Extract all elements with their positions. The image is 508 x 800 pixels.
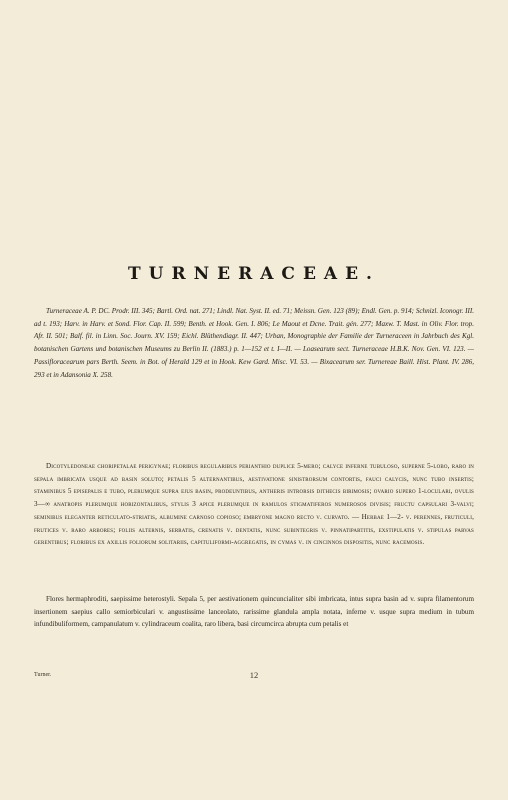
page-number: 12	[249, 670, 259, 680]
synonymy-paragraph	[34, 305, 474, 381]
diagnosis-paragraph	[34, 460, 474, 549]
description-paragraph	[34, 593, 474, 631]
description-text: Flores hermaphroditi, saepissime heterostyli. Sepala 5, per aestivationem quincuncialiter sibi imbricata, intus supra basin ad v. supra filamentorum insertionem saepius callo semiorbiculari v. angustissime lanceolato, rarissime glandula ampla notata, inferne v. usque supra medium in tubum infundibuliformem, campanulatum v. cylindraceum coalita, raro libera, basi circumcirca abrupta cum petalis et	[34, 595, 474, 629]
signature-mark: Turner.	[34, 672, 52, 678]
synonymy-text: Turneraceae A. P. DC. Prodr. III. 345; Bartl. Ord. nat. 271; Lindl. Nat. Syst. II. ed. 71; Meissn. Gen. 123 (89); Endl. Gen. p. 914; Schnizl. Iconogr. III. ad t. 193; Harv. in Harv. et Sond. Flor. Cap. II. 599; Benth. et Hook. Gen. I. 806; Le Maout et Dcne. Trait. gén. 277; Maxw. T. Mast. in Oliv. Flor. trop. Afr. II. 501; Balf. fil. in Linn. Soc. Journ. XV. 159; Eichl. Blüthendiagr. II. 447; Urban, Monographie der Familie der Turneraceen in Jahrbuch des Kgl. botanischen Gartens und botanischen Museums zu Berlin II. (1883.) p. 1—152 et t. I—II. — Loasearum sect. Turneraceae H.B.K. Nov. Gen. VI. 123. — Passifloracearum pars Berth. Seem. in Bot. of Herald 129 et in Hook. Kew Gard. Misc. VI. 53. — Bixacearum ser. Turnereae Baill. Hist. Plant. IV. 286, 293 et in Adansonia X. 258.	[34, 307, 474, 379]
family-title: TURNERACEAE.	[128, 264, 380, 284]
diagnosis-text: Dicotyledoneae choripetalae perigynae; floribus regularibus perianthio duplice 5-mero; calyce inferne tubuloso, superne 5-lobo, raro in sepala imbricata usque ad basin soluto; petalis 5 alternantibus, aestivatione sinistrorsum contortis, fauci calycis, nunc tubo insertis; staminibus 5 episepalis e tubo, plerumque supra ejus basin, prodeuntibus, antheris introrsis dithecis birimosis; ovario supero 1-loculari, ovulis 3—∞ anatropis plerumque horizontalibus, stylis 3 apice plerumque in ramulos stigmatiferos numerosos divisis; fructu capsulari 3-valvi; seminibus eleganter reticulato-striatis, albumine carnoso copioso; embryone magno recto v. curvato. — Herbae 1—2- v. perennes, fruticuli, frutices v. raro arbores; foliis alternis, serratis, crenatis v. dentatis, nunc subintegris v. pinnatipartitis, exstipulatis v. stipulas parvas gerentibus; floribus ex axillis foliorum solitariis, capituliformi-aggregatis, in cymas v. in cincinnos dispositis, nunc racemosis.	[34, 462, 474, 547]
